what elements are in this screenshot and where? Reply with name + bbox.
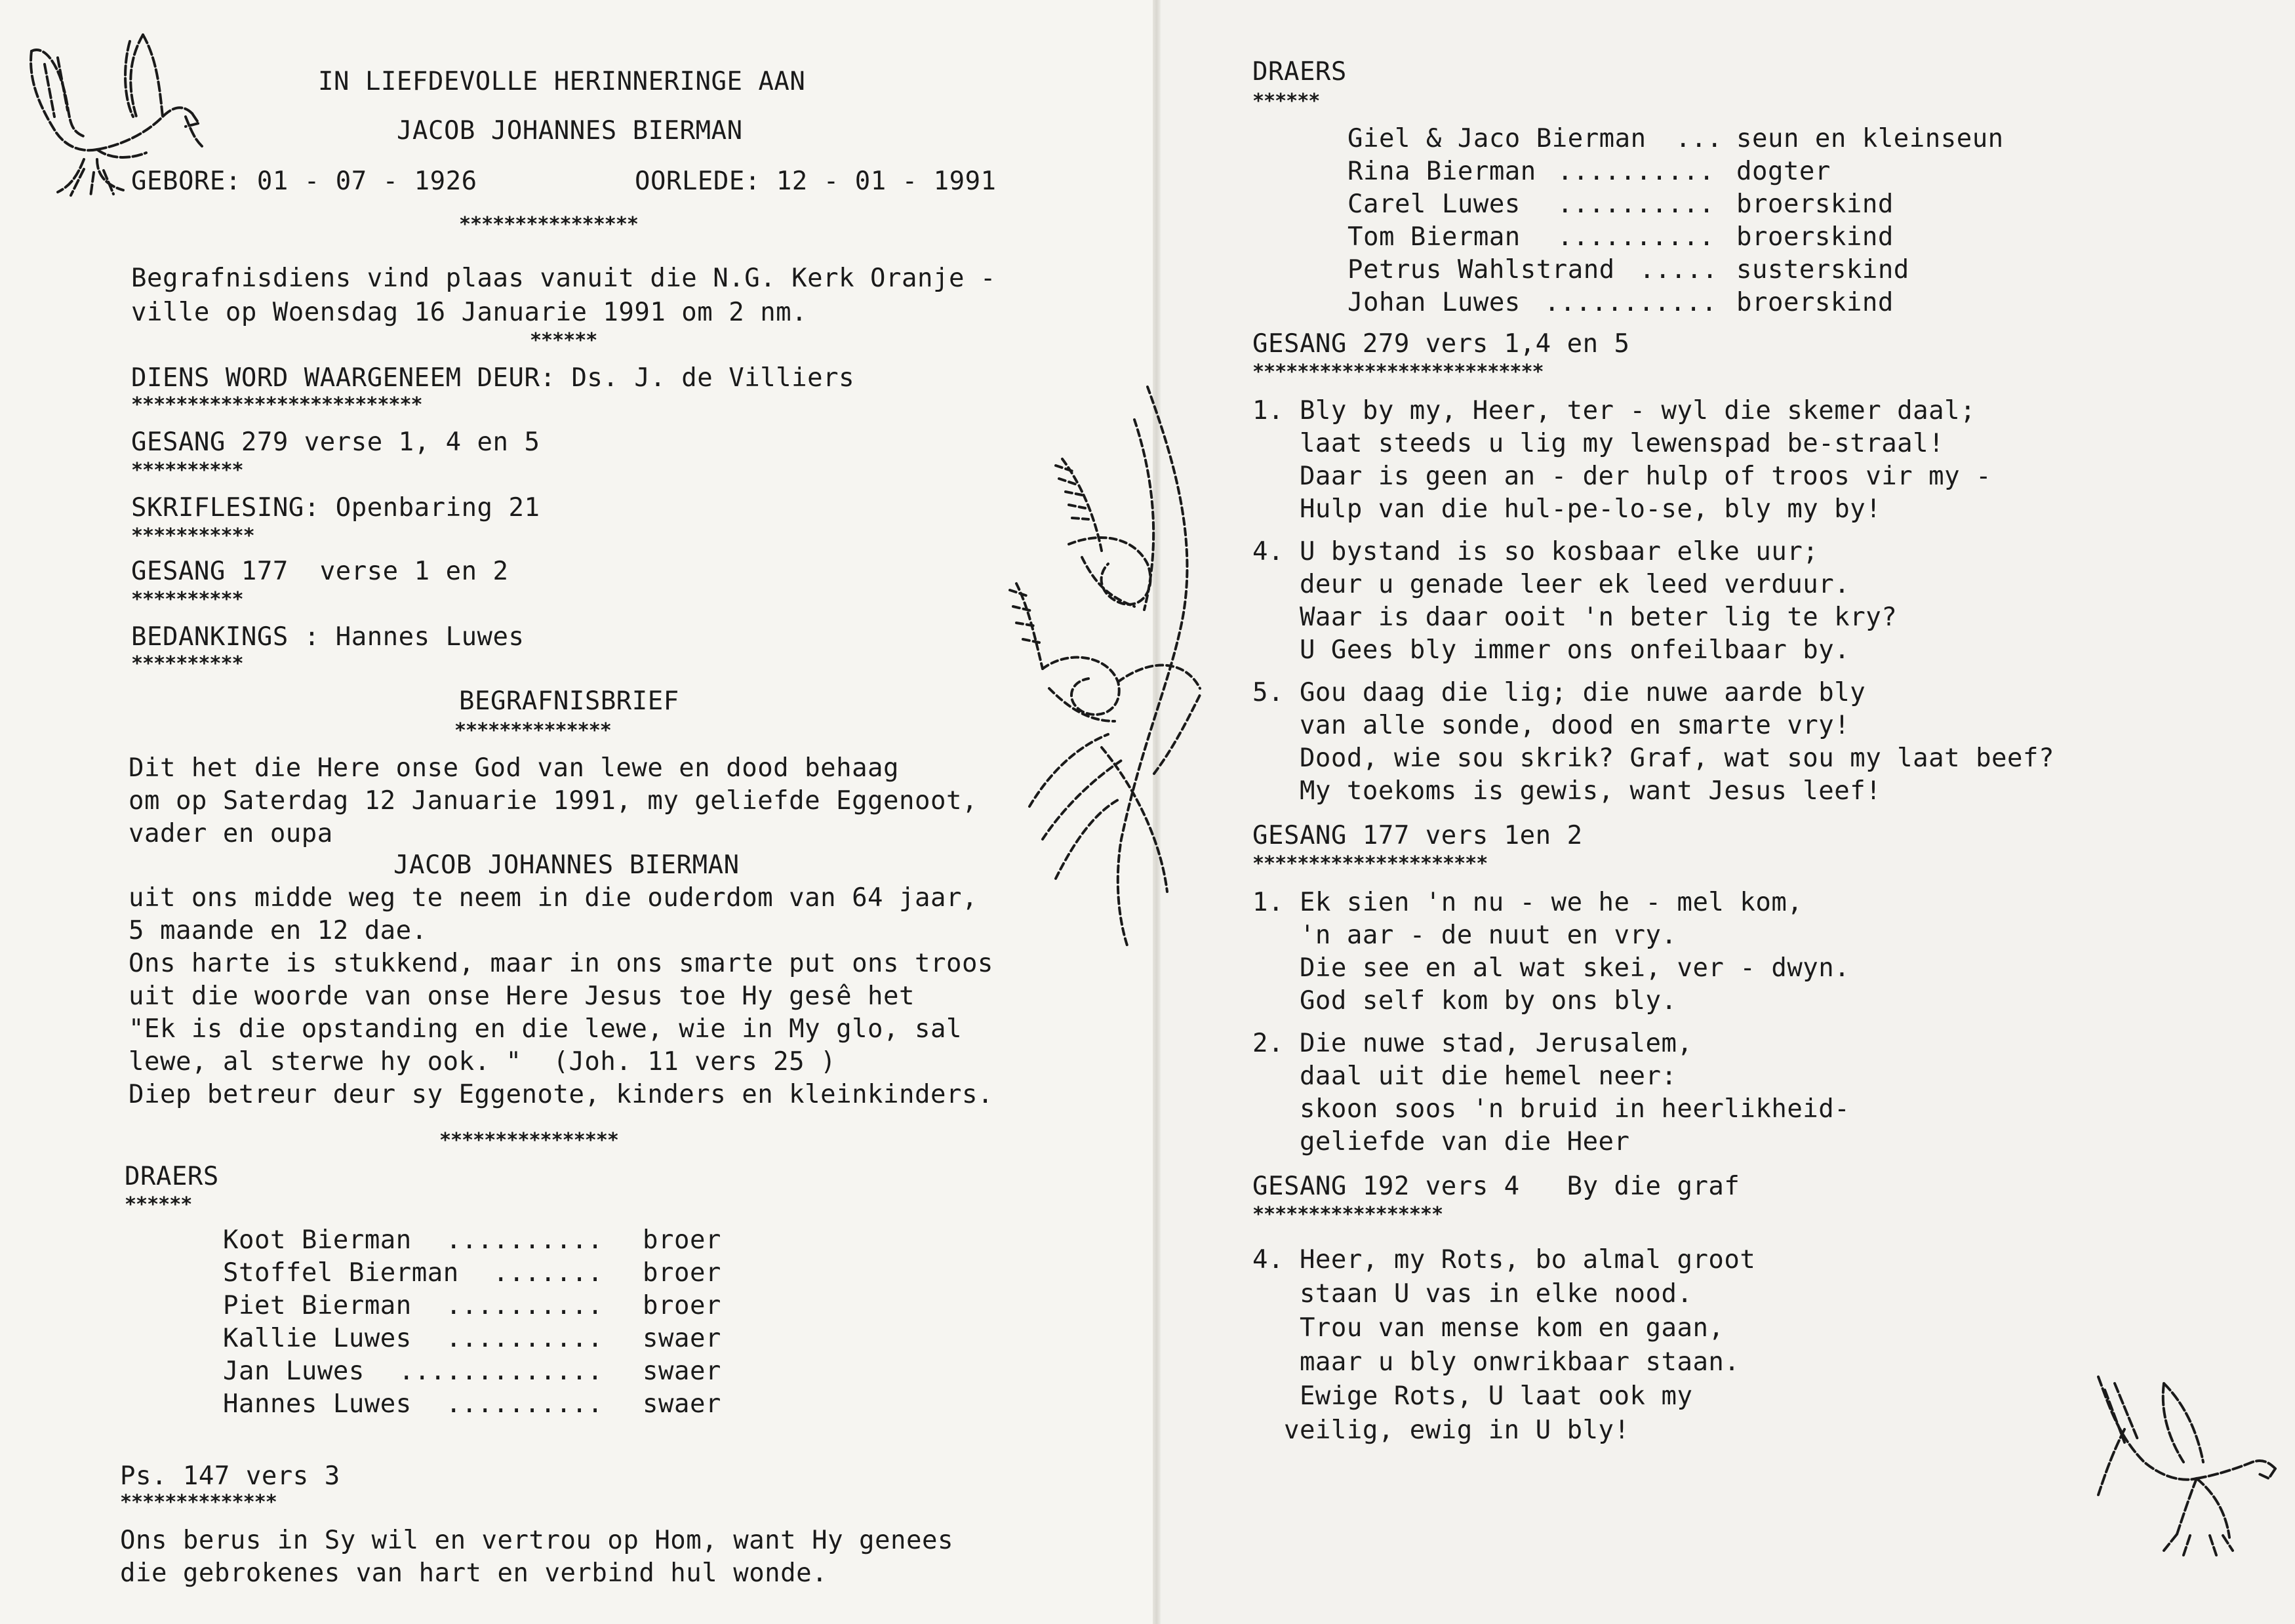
bearer-dots: .......... [1557,222,1715,252]
hymn-verse-line: Ewige Rots, U laat ook my [1252,1381,1693,1411]
bearer-name: Kallie Luwes [223,1324,412,1353]
bearer-dots: .......... [446,1389,603,1419]
bearer-row [223,1259,459,1288]
hymn-verse-line: veilig, ewig in U bly! [1252,1416,1630,1445]
bearer-dots: ... [1675,124,1723,153]
hymn-verse-line: Waar is daar ooit 'n beter lig te kry? [1252,603,1898,632]
bearer-row [223,1390,412,1419]
separator: ********** [131,459,243,482]
separator: ***************** [1252,1203,1443,1226]
death-date: OORLEDE: 12 - 01 - 1991 [635,167,997,196]
separator: ************** [120,1491,277,1514]
bearer-name: Carel Luwes [1347,189,1521,219]
hymn-title: GESANG 177 vers 1en 2 [1252,821,1583,850]
hymn-verse-line: laat steeds u lig my lewenspad be-straal! [1252,429,1945,458]
hymn-verse-line: Hulp van die hul-pe-lo-se, bly my by! [1252,494,1882,524]
scripture-reading: SKRIFLESING: Openbaring 21 [131,493,540,523]
letter-line: vader en oupa [129,819,333,848]
hymn-title: GESANG 192 vers 4 By die graf [1252,1172,1740,1201]
thanks-line: BEDANKINGS : Hannes Luwes [131,622,525,652]
bearer-name: Petrus Wahlstrand [1347,255,1615,285]
bearer-name: Stoffel Bierman [223,1258,459,1288]
hymn-verse-line: 1. Ek sien 'n nu - we he - mel kom, [1252,888,1803,917]
hymn-verse-line: U Gees bly immer ons onfeilbaar by. [1252,635,1850,665]
letter-line: om op Saterdag 12 Januarie 1991, my geliefde Eggenoot, [129,786,978,816]
letter-line: uit die woorde van onse Here Jesus toe Hy gesê het [129,981,915,1011]
deceased-name: JACOB JOHANNES BIERMAN [397,116,743,146]
separator: ********** [131,652,243,675]
separator: ********************* [1252,852,1488,875]
hymn-verse-line: geliefde van die Heer [1252,1127,1630,1157]
letter-name: JACOB JOHANNES BIERMAN [393,850,740,880]
separator: ****** [1252,90,1320,113]
bearer-name: Jan Luwes [223,1357,365,1386]
hymn-verse-line: 2. Die nuwe stad, Jerusalem, [1252,1029,1693,1058]
bearer-dots: .......... [446,1225,603,1255]
officiant: DIENS WORD WAARGENEEM DEUR: Ds. J. de Villiers [131,363,855,393]
separator: ************************** [131,393,422,416]
bearer-row [223,1324,412,1353]
bearer-name: Rina Bierman [1347,157,1536,186]
hymn-verse-line: My toekoms is gewis, want Jesus leef! [1252,776,1882,806]
bearer-dots: ..... [1639,255,1718,285]
hymn-verse-line: daal uit die hemel neer: [1252,1061,1677,1091]
bearer-relation: dogter [1736,157,1831,186]
hymn-verse-line: 4. U bystand is so kosbaar elke uur; [1252,537,1819,566]
hymn-verse-line: Daar is geen an - der hulp of troos vir my - [1252,462,1992,491]
separator: ****** [530,329,597,352]
hymn-line: GESANG 279 verse 1, 4 en 5 [131,427,540,457]
bearer-dots: ............. [399,1357,603,1386]
letter-line: Dit het die Here onse God van lewe en dood behaag [129,753,900,783]
lily-flower-icon [1003,380,1226,951]
bearer-dots: ....... [493,1258,603,1288]
hymn-verse-line: deur u genade leer ek leed verduur. [1252,570,1850,599]
bearer-row [223,1357,365,1386]
hymn-verse-line: 5. Gou daag die lig; die nuwe aarde bly [1252,678,1866,707]
service-info: ville op Woensdag 16 Januarie 1991 om 2 nm. [131,298,808,327]
hymn-title: GESANG 279 vers 1,4 en 5 [1252,329,1630,359]
separator: ************** [454,719,611,742]
hymn-line: GESANG 177 verse 1 en 2 [131,557,509,586]
hymn-verse-line: maar u bly onwrikbaar staan. [1252,1347,1740,1377]
bearer-relation: swaer [643,1324,721,1353]
separator: ********** [131,588,243,611]
psalm-text: die gebrokenes van hart en verbind hul wonde. [120,1558,828,1588]
bearer-dots: .......... [446,1324,603,1353]
bearer-relation: broer [643,1225,721,1255]
bearer-relation: susterskind [1736,255,1909,285]
bearer-relation: swaer [643,1357,721,1386]
bearer-relation: swaer [643,1389,721,1419]
separator: **************** [459,213,638,236]
bearer-dots: .......... [1557,157,1715,186]
birth-date: GEBORE: 01 - 07 - 1926 [131,167,477,196]
bearer-relation: broer [643,1258,721,1288]
bearer-relation: seun en kleinseun [1736,124,2004,153]
letter-line: uit ons midde weg te neem in die ouderdom van 64 jaar, [129,883,978,913]
hymn-verse-line: 1. Bly by my, Heer, ter - wyl die skemer daal; [1252,396,1976,426]
separator: **************** [439,1129,618,1152]
letter-line: Diep betreur deur sy Eggenote, kinders en kleinkinders. [129,1080,993,1109]
bearer-name: Tom Bierman [1347,222,1521,252]
bearer-dots: ........... [1544,288,1717,317]
hymn-verse-line: skoon soos 'n bruid in heerlikheid- [1252,1094,1850,1124]
hymn-verse-line: Trou van mense kom en gaan, [1252,1313,1725,1343]
separator: *********** [131,525,254,547]
bearer-name: Johan Luwes [1347,288,1521,317]
separator: ************************** [1252,361,1544,384]
hymn-verse-line: van alle sonde, dood en smarte vry! [1252,711,1850,740]
hymn-verse-line: staan U vas in elke nood. [1252,1279,1693,1309]
bearer-dots: .......... [446,1291,603,1320]
hymn-verse-line: Die see en al wat skei, ver - dwyn. [1252,953,1850,983]
letter-line: lewe, al sterwe hy ook. " (Joh. 11 vers 25 ) [129,1047,837,1077]
letter-line: Ons harte is stukkend, maar in ons smarte put ons troos [129,949,993,978]
hymn-verse-line: 'n aar - de nuut en vry. [1252,921,1677,950]
bearers-title: DRAERS [125,1162,219,1191]
bearer-name: Giel & Jaco Bierman [1347,124,1646,153]
bearers-title: DRAERS [1252,57,1347,87]
bearer-relation: broer [643,1291,721,1320]
bearer-name: Koot Bierman [223,1225,412,1255]
bearer-relation: broerskind [1736,288,1894,317]
hymn-verse-line: 4. Heer, my Rots, bo almal groot [1252,1245,1756,1275]
letter-line: "Ek is die opstanding en die lewe, wie in My glo, sal [129,1014,962,1044]
separator: ****** [125,1193,192,1216]
service-info: Begrafnisdiens vind plaas vanuit die N.G. Kerk Oranje - [131,264,996,293]
hymn-verse-line: Dood, wie sou skrik? Graf, wat sou my laat beef? [1252,743,2054,773]
bearer-relation: broerskind [1736,222,1894,252]
bearer-name: Piet Bierman [223,1291,412,1320]
memorial-heading: IN LIEFDEVOLLE HERINNERINGE AAN [318,67,806,96]
psalm-title: Ps. 147 vers 3 [120,1461,340,1491]
bearer-dots: .......... [1557,189,1715,219]
bearer-relation: broerskind [1736,189,1894,219]
letter-title: BEGRAFNISBRIEF [459,686,679,716]
psalm-text: Ons berus in Sy wil en vertrou op Hom, want Hy genees [120,1526,953,1555]
bearer-row [223,1226,412,1255]
hymn-verse-line: God self kom by ons bly. [1252,986,1677,1016]
bearer-row [223,1292,412,1320]
dove-icon [2085,1364,2282,1560]
bearer-name: Hannes Luwes [223,1389,412,1419]
letter-line: 5 maande en 12 dae. [129,916,428,945]
